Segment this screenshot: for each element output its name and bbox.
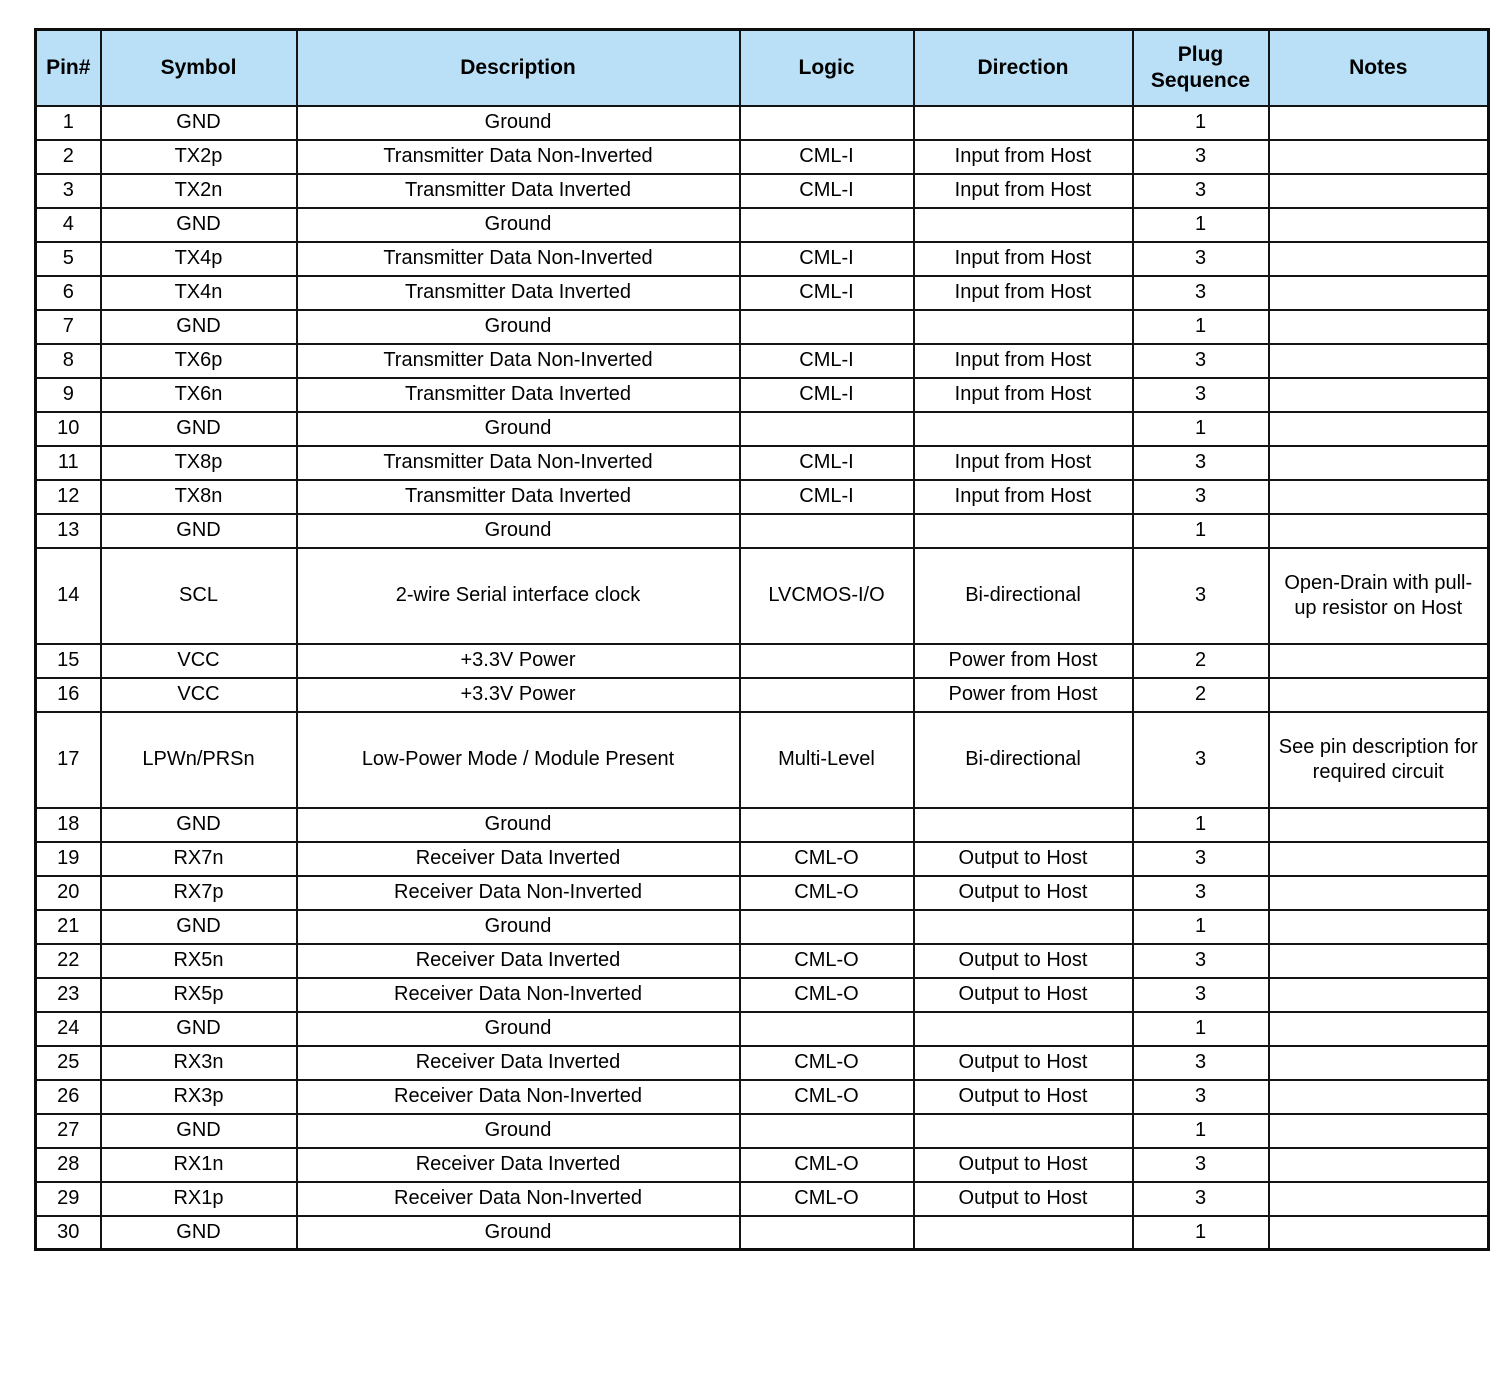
cell-pin: 27 xyxy=(36,1114,101,1148)
cell-plug-sequence: 3 xyxy=(1133,242,1269,276)
cell-direction: Input from Host xyxy=(914,480,1133,514)
table-row xyxy=(36,174,1489,208)
cell-pin: 19 xyxy=(36,842,101,876)
cell-notes xyxy=(1269,276,1489,310)
table-row xyxy=(36,1182,1489,1216)
cell-direction xyxy=(914,1012,1133,1046)
cell-notes xyxy=(1269,242,1489,276)
cell-notes xyxy=(1269,446,1489,480)
table-row xyxy=(36,712,1489,808)
table-row xyxy=(36,1148,1489,1182)
cell-plug-sequence: 1 xyxy=(1133,208,1269,242)
cell-symbol: RX1p xyxy=(101,1182,297,1216)
table-row xyxy=(36,1080,1489,1114)
cell-description: +3.3V Power xyxy=(297,678,740,712)
cell-logic xyxy=(740,106,914,140)
cell-direction: Input from Host xyxy=(914,276,1133,310)
cell-pin: 5 xyxy=(36,242,101,276)
cell-pin: 14 xyxy=(36,548,101,644)
cell-description: Transmitter Data Non-Inverted xyxy=(297,446,740,480)
cell-pin: 22 xyxy=(36,944,101,978)
cell-description: Ground xyxy=(297,208,740,242)
cell-plug-sequence: 3 xyxy=(1133,842,1269,876)
cell-logic: CML-O xyxy=(740,1148,914,1182)
cell-description: Receiver Data Non-Inverted xyxy=(297,1080,740,1114)
cell-symbol: GND xyxy=(101,1114,297,1148)
cell-logic xyxy=(740,310,914,344)
cell-symbol: VCC xyxy=(101,644,297,678)
cell-notes xyxy=(1269,944,1489,978)
cell-logic: CML-O xyxy=(740,1080,914,1114)
cell-symbol: GND xyxy=(101,1012,297,1046)
cell-direction: Input from Host xyxy=(914,344,1133,378)
cell-logic xyxy=(740,678,914,712)
cell-direction xyxy=(914,1114,1133,1148)
cell-logic xyxy=(740,208,914,242)
cell-symbol: TX4n xyxy=(101,276,297,310)
column-header-symbol: Symbol xyxy=(101,30,297,106)
cell-logic: CML-I xyxy=(740,344,914,378)
cell-description: Receiver Data Inverted xyxy=(297,1046,740,1080)
cell-plug-sequence: 2 xyxy=(1133,678,1269,712)
cell-symbol: RX5n xyxy=(101,944,297,978)
cell-pin: 30 xyxy=(36,1216,101,1250)
cell-description: Receiver Data Inverted xyxy=(297,842,740,876)
cell-plug-sequence: 3 xyxy=(1133,1080,1269,1114)
cell-notes xyxy=(1269,208,1489,242)
cell-symbol: VCC xyxy=(101,678,297,712)
cell-pin: 11 xyxy=(36,446,101,480)
table-body xyxy=(36,106,1489,1250)
cell-symbol: RX7n xyxy=(101,842,297,876)
cell-plug-sequence: 1 xyxy=(1133,1114,1269,1148)
cell-pin: 25 xyxy=(36,1046,101,1080)
cell-plug-sequence: 1 xyxy=(1133,1216,1269,1250)
table-row xyxy=(36,876,1489,910)
cell-description: Receiver Data Non-Inverted xyxy=(297,978,740,1012)
table-row xyxy=(36,1012,1489,1046)
cell-direction xyxy=(914,808,1133,842)
cell-symbol: TX8p xyxy=(101,446,297,480)
table-row xyxy=(36,208,1489,242)
cell-notes xyxy=(1269,1046,1489,1080)
cell-description: Transmitter Data Inverted xyxy=(297,378,740,412)
cell-description: Transmitter Data Inverted xyxy=(297,480,740,514)
cell-plug-sequence: 3 xyxy=(1133,1148,1269,1182)
cell-plug-sequence: 1 xyxy=(1133,1012,1269,1046)
cell-plug-sequence: 1 xyxy=(1133,514,1269,548)
cell-description: Ground xyxy=(297,910,740,944)
cell-direction: Output to Host xyxy=(914,1080,1133,1114)
cell-symbol: TX2p xyxy=(101,140,297,174)
cell-pin: 13 xyxy=(36,514,101,548)
cell-pin: 16 xyxy=(36,678,101,712)
cell-description: Transmitter Data Inverted xyxy=(297,276,740,310)
cell-pin: 20 xyxy=(36,876,101,910)
cell-description: 2-wire Serial interface clock xyxy=(297,548,740,644)
cell-symbol: TX8n xyxy=(101,480,297,514)
table-row xyxy=(36,446,1489,480)
cell-symbol: SCL xyxy=(101,548,297,644)
cell-logic: CML-I xyxy=(740,378,914,412)
cell-plug-sequence: 3 xyxy=(1133,1046,1269,1080)
cell-notes xyxy=(1269,1114,1489,1148)
table-row xyxy=(36,808,1489,842)
cell-description: Receiver Data Non-Inverted xyxy=(297,876,740,910)
table-row xyxy=(36,842,1489,876)
cell-pin: 23 xyxy=(36,978,101,1012)
cell-notes xyxy=(1269,140,1489,174)
table-row xyxy=(36,644,1489,678)
cell-description: Ground xyxy=(297,106,740,140)
cell-pin: 28 xyxy=(36,1148,101,1182)
cell-symbol: GND xyxy=(101,208,297,242)
cell-direction: Output to Host xyxy=(914,978,1133,1012)
cell-description: Receiver Data Non-Inverted xyxy=(297,1182,740,1216)
cell-direction: Input from Host xyxy=(914,242,1133,276)
cell-logic: CML-O xyxy=(740,978,914,1012)
cell-symbol: GND xyxy=(101,514,297,548)
cell-notes xyxy=(1269,678,1489,712)
cell-description: Transmitter Data Inverted xyxy=(297,174,740,208)
cell-plug-sequence: 2 xyxy=(1133,644,1269,678)
cell-logic: CML-O xyxy=(740,876,914,910)
table-row xyxy=(36,378,1489,412)
cell-direction xyxy=(914,310,1133,344)
column-header-logic: Logic xyxy=(740,30,914,106)
cell-pin: 3 xyxy=(36,174,101,208)
cell-logic xyxy=(740,1216,914,1250)
cell-plug-sequence: 3 xyxy=(1133,712,1269,808)
cell-pin: 1 xyxy=(36,106,101,140)
cell-notes xyxy=(1269,106,1489,140)
cell-direction: Input from Host xyxy=(914,174,1133,208)
cell-description: Ground xyxy=(297,514,740,548)
cell-direction: Input from Host xyxy=(914,140,1133,174)
cell-description: Ground xyxy=(297,310,740,344)
cell-symbol: RX7p xyxy=(101,876,297,910)
cell-direction: Input from Host xyxy=(914,446,1133,480)
cell-plug-sequence: 3 xyxy=(1133,978,1269,1012)
column-header-direction: Direction xyxy=(914,30,1133,106)
cell-notes: Open-Drain with pull-up resistor on Host xyxy=(1269,548,1489,644)
cell-logic: CML-O xyxy=(740,842,914,876)
cell-pin: 7 xyxy=(36,310,101,344)
cell-direction: Output to Host xyxy=(914,1046,1133,1080)
table-row xyxy=(36,140,1489,174)
cell-symbol: LPWn/PRSn xyxy=(101,712,297,808)
table-row xyxy=(36,678,1489,712)
cell-pin: 18 xyxy=(36,808,101,842)
cell-plug-sequence: 3 xyxy=(1133,944,1269,978)
cell-description: Ground xyxy=(297,1012,740,1046)
cell-plug-sequence: 3 xyxy=(1133,140,1269,174)
cell-logic xyxy=(740,412,914,446)
cell-symbol: GND xyxy=(101,808,297,842)
cell-notes xyxy=(1269,344,1489,378)
cell-logic xyxy=(740,644,914,678)
cell-logic: CML-O xyxy=(740,944,914,978)
cell-logic: LVCMOS-I/O xyxy=(740,548,914,644)
cell-notes: See pin description for required circuit xyxy=(1269,712,1489,808)
table-row xyxy=(36,514,1489,548)
cell-direction: Bi-directional xyxy=(914,548,1133,644)
cell-description: Transmitter Data Non-Inverted xyxy=(297,242,740,276)
column-header-pin: Pin# xyxy=(36,30,101,106)
cell-plug-sequence: 3 xyxy=(1133,876,1269,910)
cell-notes xyxy=(1269,1012,1489,1046)
cell-symbol: TX4p xyxy=(101,242,297,276)
cell-notes xyxy=(1269,842,1489,876)
table-row xyxy=(36,412,1489,446)
table-row xyxy=(36,1216,1489,1250)
cell-description: Receiver Data Inverted xyxy=(297,1148,740,1182)
cell-logic xyxy=(740,910,914,944)
cell-symbol: RX1n xyxy=(101,1148,297,1182)
table-row xyxy=(36,548,1489,644)
cell-notes xyxy=(1269,978,1489,1012)
cell-description: Receiver Data Inverted xyxy=(297,944,740,978)
cell-direction xyxy=(914,910,1133,944)
cell-logic xyxy=(740,514,914,548)
cell-notes xyxy=(1269,480,1489,514)
cell-logic: CML-I xyxy=(740,276,914,310)
cell-pin: 10 xyxy=(36,412,101,446)
cell-notes xyxy=(1269,644,1489,678)
cell-description: Transmitter Data Non-Inverted xyxy=(297,344,740,378)
cell-description: Ground xyxy=(297,1216,740,1250)
cell-notes xyxy=(1269,514,1489,548)
cell-plug-sequence: 3 xyxy=(1133,548,1269,644)
cell-direction: Output to Host xyxy=(914,944,1133,978)
cell-logic: CML-I xyxy=(740,242,914,276)
cell-symbol: RX3n xyxy=(101,1046,297,1080)
table-row xyxy=(36,944,1489,978)
cell-direction xyxy=(914,208,1133,242)
cell-logic: CML-I xyxy=(740,174,914,208)
cell-logic xyxy=(740,1114,914,1148)
table-row xyxy=(36,1114,1489,1148)
table-row xyxy=(36,242,1489,276)
cell-symbol: GND xyxy=(101,106,297,140)
cell-description: +3.3V Power xyxy=(297,644,740,678)
cell-symbol: GND xyxy=(101,310,297,344)
cell-plug-sequence: 1 xyxy=(1133,808,1269,842)
cell-notes xyxy=(1269,808,1489,842)
cell-direction xyxy=(914,106,1133,140)
cell-description: Ground xyxy=(297,412,740,446)
table-row xyxy=(36,1046,1489,1080)
cell-plug-sequence: 3 xyxy=(1133,446,1269,480)
cell-direction: Power from Host xyxy=(914,678,1133,712)
column-header-plug-sequence: Plug Sequence xyxy=(1133,30,1269,106)
pin-assignment-table xyxy=(34,28,1490,1251)
header-row xyxy=(36,30,1489,106)
cell-notes xyxy=(1269,378,1489,412)
table-row xyxy=(36,310,1489,344)
cell-symbol: RX3p xyxy=(101,1080,297,1114)
cell-notes xyxy=(1269,174,1489,208)
cell-logic: Multi-Level xyxy=(740,712,914,808)
cell-pin: 15 xyxy=(36,644,101,678)
cell-plug-sequence: 3 xyxy=(1133,1182,1269,1216)
cell-pin: 17 xyxy=(36,712,101,808)
cell-notes xyxy=(1269,1148,1489,1182)
cell-notes xyxy=(1269,1216,1489,1250)
cell-logic: CML-O xyxy=(740,1182,914,1216)
cell-pin: 2 xyxy=(36,140,101,174)
cell-direction: Output to Host xyxy=(914,1148,1133,1182)
cell-notes xyxy=(1269,1182,1489,1216)
cell-plug-sequence: 3 xyxy=(1133,276,1269,310)
cell-symbol: TX6p xyxy=(101,344,297,378)
cell-pin: 8 xyxy=(36,344,101,378)
cell-direction: Output to Host xyxy=(914,842,1133,876)
cell-plug-sequence: 3 xyxy=(1133,344,1269,378)
cell-notes xyxy=(1269,910,1489,944)
cell-logic xyxy=(740,1012,914,1046)
cell-logic: CML-I xyxy=(740,140,914,174)
cell-description: Low-Power Mode / Module Present xyxy=(297,712,740,808)
cell-symbol: GND xyxy=(101,412,297,446)
table-row xyxy=(36,344,1489,378)
cell-pin: 24 xyxy=(36,1012,101,1046)
cell-direction: Input from Host xyxy=(914,378,1133,412)
cell-pin: 26 xyxy=(36,1080,101,1114)
cell-direction: Output to Host xyxy=(914,876,1133,910)
cell-description: Transmitter Data Non-Inverted xyxy=(297,140,740,174)
cell-direction: Bi-directional xyxy=(914,712,1133,808)
cell-direction xyxy=(914,412,1133,446)
cell-direction xyxy=(914,514,1133,548)
cell-plug-sequence: 1 xyxy=(1133,106,1269,140)
cell-plug-sequence: 1 xyxy=(1133,412,1269,446)
cell-pin: 6 xyxy=(36,276,101,310)
column-header-description: Description xyxy=(297,30,740,106)
cell-symbol: TX6n xyxy=(101,378,297,412)
cell-symbol: GND xyxy=(101,910,297,944)
cell-logic: CML-I xyxy=(740,480,914,514)
cell-logic xyxy=(740,808,914,842)
cell-notes xyxy=(1269,412,1489,446)
cell-plug-sequence: 3 xyxy=(1133,480,1269,514)
cell-pin: 12 xyxy=(36,480,101,514)
cell-notes xyxy=(1269,1080,1489,1114)
column-header-notes: Notes xyxy=(1269,30,1489,106)
cell-notes xyxy=(1269,876,1489,910)
cell-pin: 4 xyxy=(36,208,101,242)
cell-direction: Output to Host xyxy=(914,1182,1133,1216)
cell-notes xyxy=(1269,310,1489,344)
cell-plug-sequence: 1 xyxy=(1133,310,1269,344)
cell-direction: Power from Host xyxy=(914,644,1133,678)
cell-symbol: RX5p xyxy=(101,978,297,1012)
table-row xyxy=(36,106,1489,140)
table-row xyxy=(36,480,1489,514)
cell-description: Ground xyxy=(297,808,740,842)
cell-description: Ground xyxy=(297,1114,740,1148)
cell-plug-sequence: 3 xyxy=(1133,174,1269,208)
cell-pin: 29 xyxy=(36,1182,101,1216)
table-row xyxy=(36,276,1489,310)
table-row xyxy=(36,978,1489,1012)
cell-plug-sequence: 3 xyxy=(1133,378,1269,412)
cell-pin: 9 xyxy=(36,378,101,412)
cell-plug-sequence: 1 xyxy=(1133,910,1269,944)
table-row xyxy=(36,910,1489,944)
cell-symbol: GND xyxy=(101,1216,297,1250)
cell-direction xyxy=(914,1216,1133,1250)
cell-logic: CML-I xyxy=(740,446,914,480)
cell-logic: CML-O xyxy=(740,1046,914,1080)
cell-pin: 21 xyxy=(36,910,101,944)
cell-symbol: TX2n xyxy=(101,174,297,208)
